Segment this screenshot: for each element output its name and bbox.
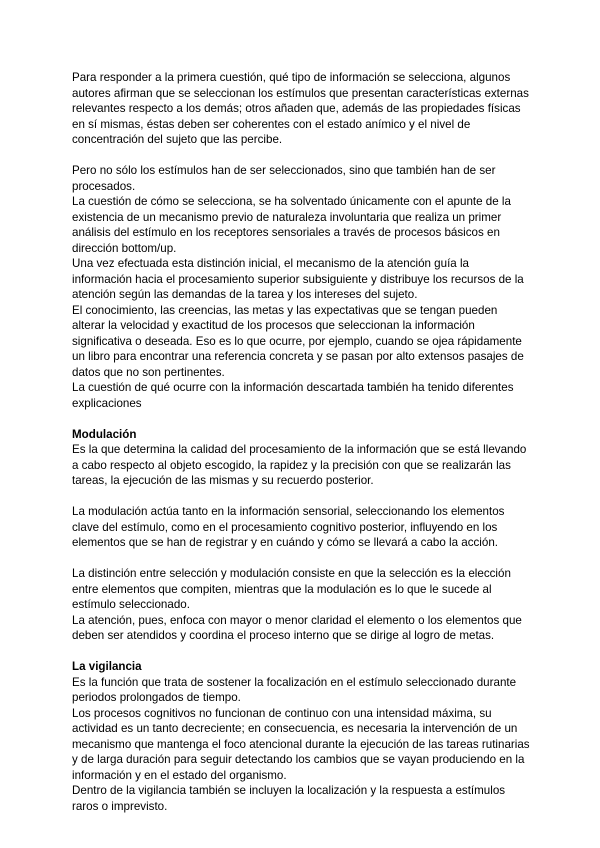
document-body (72, 70, 530, 814)
section-heading: La vigilancia (72, 660, 142, 673)
paragraph: Dentro de la vigilancia también se incluyen la localización y la respuesta a estímulos raros o imprevisto. (72, 784, 506, 813)
paragraph-spacer (72, 644, 530, 660)
paragraph: Para responder a la primera cuestión, qué tipo de información se selecciona, algunos autores afirman que se seleccionan los estímulos que presentan características externas relevantes respecto a los demás; otros añaden que, además de las propiedades físicas en sí mismas, éstas deben ser coherentes con el estado anímico y el nivel de concentración del sujeto que las percibe. (72, 71, 529, 146)
paragraph: Es la que determina la calidad del procesamiento de la información que se está llevando a cabo respecto al objeto escogido, la rapidez y la precisión con que se realizarán las tareas, la ejecución de las mismas y su recuerdo posterior. (72, 443, 527, 487)
paragraph-spacer (72, 551, 530, 567)
paragraph: La cuestión de qué ocurre con la información descartada también ha tenido diferentes explicaciones (72, 381, 514, 410)
paragraph: Una vez efectuada esta distinción inicial, el mecanismo de la atención guía la información hacia el procesamiento superior subsiguiente y distribuye los recursos de la atención según las demandas de la tarea y los intereses del sujeto. (72, 257, 524, 301)
paragraph-spacer (72, 489, 530, 505)
paragraph: La modulación actúa tanto en la información sensorial, seleccionando los elementos clave del estímulo, como en el procesamiento cognitivo posterior, influyendo en los elementos que se han de registrar y en cuándo y cómo se llevará a cabo la acción. (72, 505, 505, 549)
paragraph: Pero no sólo los estímulos han de ser seleccionados, sino que también han de ser procesados. (72, 164, 496, 193)
paragraph: La atención, pues, enfoca con mayor o menor claridad el elemento o los elementos que deben ser atendidos y coordina el proceso interno que se dirige al logro de metas. (72, 613, 522, 642)
paragraph: Los procesos cognitivos no funcionan de continuo con una intensidad máxima, su actividad es un tanto decreciente; en consecuencia, es necesaria la intervención de un mecanismo que mantenga el foco atencional durante la ejecución de las tareas rutinarias y de larga duración para seguir detectando los cambios que se vayan produciendo en la información y en el estado del organismo. (72, 706, 530, 782)
paragraph: Es la función que trata de sostener la focalización en el estímulo seleccionado durante periodos prolongados de tiempo. (72, 675, 517, 704)
paragraph-spacer (72, 148, 530, 164)
section-heading: Modulación (72, 427, 137, 441)
paragraph: El conocimiento, las creencias, las metas y las expectativas que se tengan pueden alterar la velocidad y exactitud de los procesos que seleccionan la información significativa o deseada. Eso es lo que ocurre, por ejemplo, cuando se ojea rápidamente un libro para encontrar una referencia concreta y se pasan por alto extensos pasajes de datos que no son pertinentes. (72, 303, 524, 379)
paragraph: La cuestión de cómo se selecciona, se ha solventado únicamente con el apunte de la existencia de un mecanismo previo de naturaleza involuntaria que realiza un primer análisis del estímulo en los receptores sensoriales a través de procesos básicos en dirección bottom/up. (72, 195, 511, 255)
paragraph: La distinción entre selección y modulación consiste en que la selección es la elección entre elementos que compiten, mientras que la modulación es lo que le sucede al estímulo seleccionado. (72, 567, 511, 611)
paragraph-spacer (72, 411, 530, 427)
